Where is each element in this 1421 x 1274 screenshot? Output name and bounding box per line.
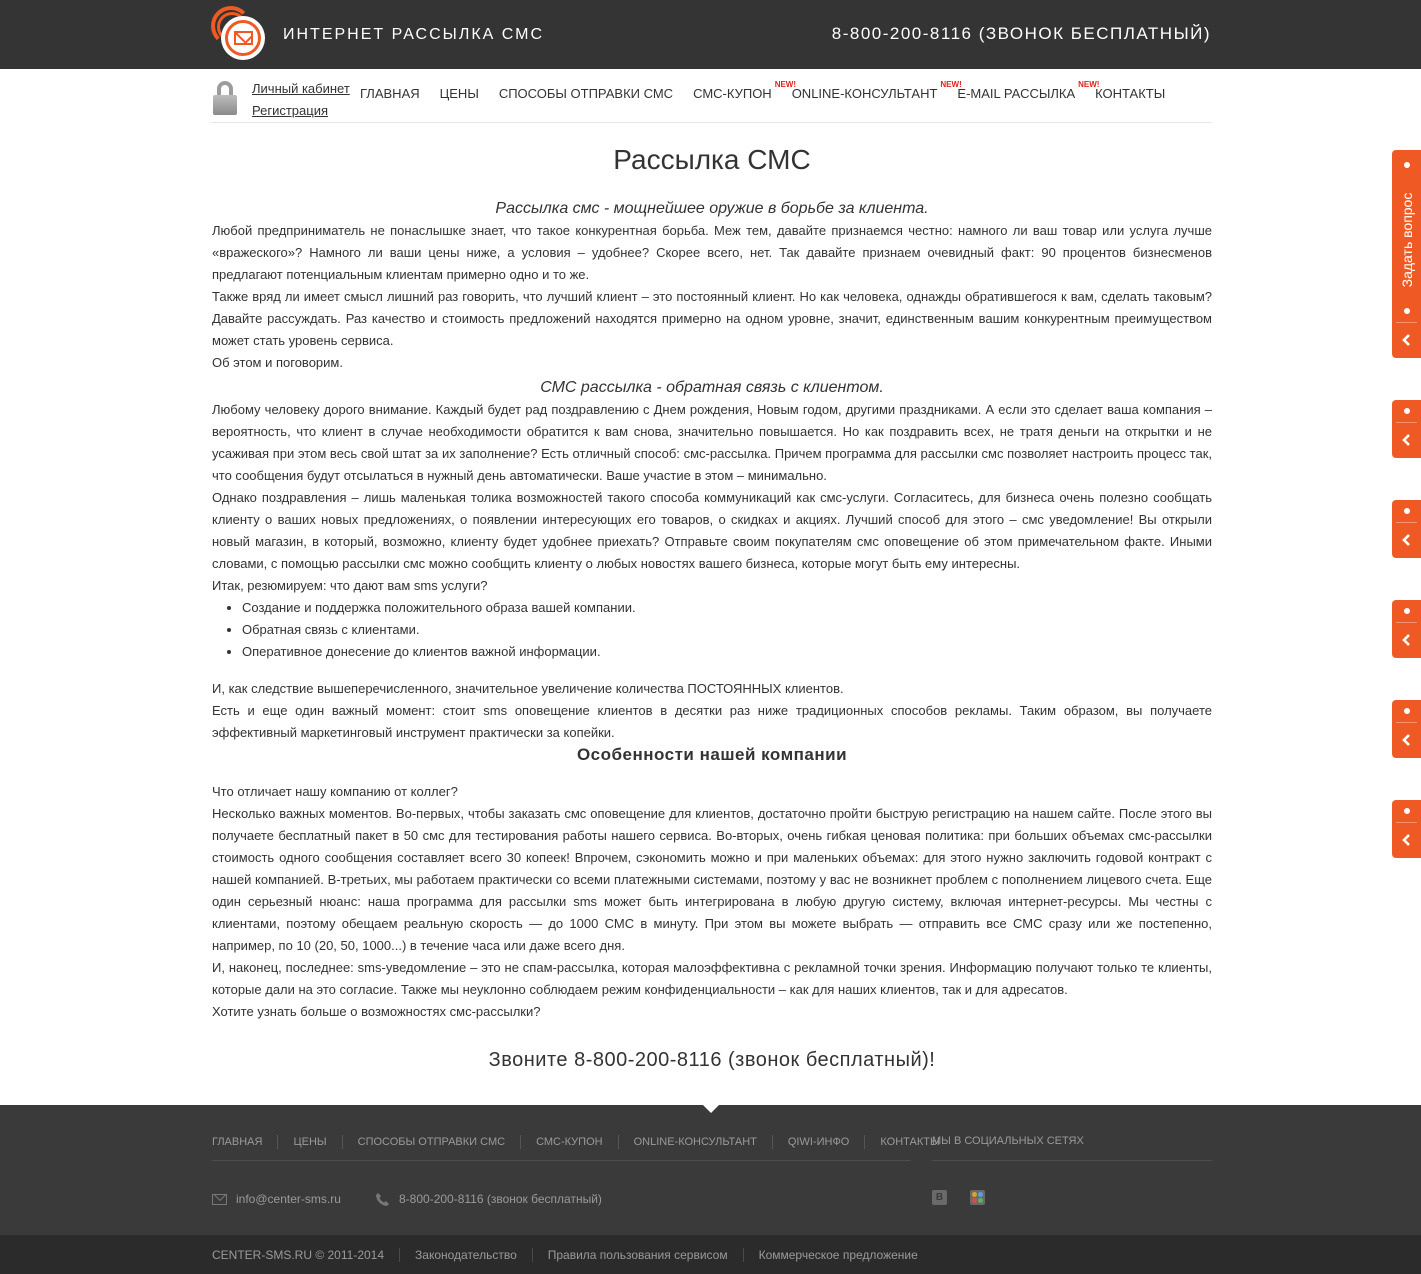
chevron-left-icon bbox=[1400, 633, 1414, 647]
account-links bbox=[252, 78, 350, 122]
paragraph: Любому человеку дорого внимание. Каждый будет рад поздравлению с Днем рождения, Новым годом, другими праздниками. А если это сделает ваша компания – вероятность, что клиент в случае необходимости обратится к вам снова, значительно повышается. Но как поздравить всех, не тратя деньги на открытки и не усаживая при этом весь свой штат за их заполнение? Есть отличный способ: смс-рассылка. Причем программа для рассылки смс позволяет настроить процесс так, что сообщения будут отсылаться в нужный день автоматически. Ваше участие в этом – минимально. bbox=[212, 402, 1212, 483]
paragraph: И, наконец, последнее: sms-уведомление – это не спам-рассылка, которая малоэффективна с рекламной точки зрения. Информацию получают только те клиенты, которые дали на это согласие. Также мы неуклонно соблюдаем режим конфиденциальности – как для наших клиентов, так и для адресатов. bbox=[212, 960, 1212, 997]
side-tab[interactable] bbox=[1392, 600, 1421, 658]
dot-icon bbox=[1404, 708, 1410, 714]
side-tab[interactable] bbox=[1392, 500, 1421, 558]
footer bbox=[0, 1105, 1421, 1235]
logo[interactable] bbox=[211, 6, 265, 60]
footer-phone: 8-800-200-8116 (звонок бесплатный) bbox=[399, 1192, 602, 1206]
nav-item-prices[interactable]: ЦЕНЫ bbox=[439, 86, 479, 101]
chevron-left-icon bbox=[1400, 333, 1414, 347]
new-badge: NEW! bbox=[1078, 80, 1100, 89]
nav-item-home[interactable]: ГЛАВНАЯ bbox=[360, 86, 420, 101]
top-header bbox=[0, 0, 1421, 69]
legislation-link[interactable]: Законодательство bbox=[399, 1248, 532, 1262]
footer-notch bbox=[703, 1105, 719, 1113]
footer-nav-send-methods[interactable]: СПОСОБЫ ОТПРАВКИ СМС bbox=[342, 1135, 520, 1149]
bottom-bar bbox=[0, 1235, 1421, 1274]
footer-nav bbox=[212, 1135, 955, 1149]
site-title[interactable]: ИНТЕРНЕТ РАССЫЛКА СМС bbox=[283, 26, 545, 43]
footer-nav-qiwi-info[interactable]: QIWI-ИНФО bbox=[772, 1135, 864, 1149]
nav-item-sms-coupon[interactable]: СМС-КУПОН NEW! bbox=[693, 80, 797, 101]
list-item: • Обратная связь с клиентами. bbox=[242, 619, 1212, 641]
chevron-left-icon bbox=[1400, 533, 1414, 547]
paragraph: Однако поздравления – лишь маленькая толика возможностей такого способа коммуникаций как смс-услуги. Согласитесь, для бизнеса очень полезно сообщать клиенту о ваших новых предложениях, о появлении интересующих его товаров, о скидках и акциях. Лучший способ для этого – смс уведомление! Вы открыли новый магазин, в который, возможно, клиенту будет удобнее приехать? Отправьте своим покупателям смс оповещение об этом примечательном факте. Иными словами, с помощью рассылки смс можно сообщить клиенту о любых новостях вашего бизнеса, которые могут быть ему интересны. bbox=[212, 490, 1212, 571]
footer-nav-sms-coupon[interactable]: СМС-КУПОН bbox=[520, 1135, 618, 1149]
dot-icon bbox=[1404, 408, 1410, 414]
chevron-left-icon bbox=[1400, 433, 1414, 447]
chevron-left-icon bbox=[1400, 733, 1414, 747]
dot-icon bbox=[1404, 608, 1410, 614]
divider bbox=[212, 1160, 911, 1161]
nav-item-send-methods[interactable]: СПОСОБЫ ОТПРАВКИ СМС bbox=[498, 86, 674, 101]
side-tab[interactable] bbox=[1392, 400, 1421, 458]
terms-link[interactable]: Правила пользования сервисом bbox=[532, 1248, 743, 1262]
footer-nav-online-consultant[interactable]: ONLINE-КОНСУЛЬТАНТ bbox=[618, 1135, 772, 1149]
social-title: МЫ В СОЦИАЛЬНЫХ СЕТЯХ bbox=[932, 1135, 1084, 1147]
paragraph: Несколько важных моментов. Во-первых, чтобы заказать смс оповещение для клиентов, достаточно пройти быструю регистрацию на нашем сайте. После этого вы получаете бесплатный пакет в 50 смс для тестирования работы нашего сервиса. Во-вторых, очень гибкая ценовая политика: при больших объемах смс-рассылки стоимость одного сообщения составляет всего 30 копеек! Впрочем, сэкономить можно и при маленьких объемах: для этого нужно заключить годовой контракт с нашей компанией. В-третьих, мы работаем практически со всеми платежными системами, поэтому у вас не возникнет проблем с пополнением лицевого счета. Еще один серьезный нюанс: наша программа для рассылки sms может быть интегрирована в любую другую систему, включая интернет-ресурсы. Мы честны с клиентами, поэтому обещаем реальную скорость — до 1000 СМС в минуту. При этом вы можете выбрать — отправить все СМС сразу или же постепенно, например, по 10 (20, 50, 1000...) в течение часа или даже всего дня. bbox=[212, 806, 1212, 953]
page-title: Рассылка СМС bbox=[613, 144, 811, 175]
nav-row bbox=[211, 69, 1212, 123]
header-phone: 8-800-200-8116 (ЗВОНОК БЕСПЛАТНЫЙ) bbox=[831, 24, 1211, 43]
dot-icon bbox=[1404, 508, 1410, 514]
ask-question-tab[interactable] bbox=[1392, 150, 1421, 358]
paragraph: Итак, резюмируем: что дают вам sms услуги? bbox=[212, 578, 488, 593]
paragraph: Также вряд ли имеет смысл лишний раз говорить, что лучший клиент – это постоянный клиент. Но как человека, однажды обратившегося к вам, сделать таковым? Давайте рассуждать. Раз качество и стоимость предложений находятся примерно на одном уровне, значит, единственным вашим конкурентным преимуществом может стать уровень сервиса. bbox=[212, 289, 1212, 348]
mail-icon bbox=[212, 1194, 227, 1205]
side-tab[interactable] bbox=[1392, 700, 1421, 758]
paragraph: И, как следствие вышеперечисленного, значительное увеличение количества ПОСТОЯННЫХ клиентов. bbox=[212, 681, 844, 696]
dot-icon bbox=[1404, 808, 1410, 814]
dot-icon bbox=[1404, 308, 1410, 314]
new-badge: NEW! bbox=[774, 80, 797, 89]
main-content bbox=[212, 141, 1212, 1073]
footer-nav-home[interactable]: ГЛАВНАЯ bbox=[212, 1136, 263, 1148]
personal-cabinet-link[interactable]: Личный кабинет bbox=[252, 81, 350, 96]
subheading: СМС рассылка - обратная связь с клиентом. bbox=[540, 379, 884, 396]
commercial-offer-link[interactable]: Коммерческое предложение bbox=[743, 1248, 933, 1262]
paragraph: Хотите узнать больше о возможностях смс-рассылки? bbox=[212, 1004, 541, 1019]
footer-nav-contacts[interactable]: КОНТАКТЫ bbox=[864, 1135, 954, 1149]
paragraph: Об этом и поговорим. bbox=[212, 355, 343, 370]
phone-icon bbox=[375, 1192, 390, 1207]
paragraph: Есть и еще один важный момент: стоит sms оповещение клиентов в десятки раз ниже традиционных способов рекламы. Таким образом, вы получаете эффективный маркетинговый инструмент практически за копейки. bbox=[212, 703, 1212, 740]
side-tab[interactable] bbox=[1392, 800, 1421, 858]
subheading: Рассылка смс - мощнейшее оружие в борьбе за клиента. bbox=[495, 200, 929, 217]
lock-icon bbox=[211, 81, 239, 115]
benefits-list bbox=[212, 597, 1212, 663]
footer-nav-prices[interactable]: ЦЕНЫ bbox=[277, 1135, 341, 1149]
divider bbox=[932, 1160, 1212, 1161]
envelope-icon bbox=[234, 31, 253, 45]
nav-item-email-mailing[interactable]: E-MAIL РАССЫЛКА NEW! bbox=[957, 80, 1100, 101]
register-link[interactable]: Регистрация bbox=[252, 103, 328, 118]
copyright: CENTER-SMS.RU © 2011-2014 bbox=[212, 1248, 385, 1262]
list-item: • Оперативное донесение до клиентов важной информации. bbox=[242, 641, 1212, 663]
ask-question-label: Задать вопрос bbox=[1398, 192, 1415, 288]
main-nav bbox=[360, 80, 1166, 101]
bottom-nav bbox=[212, 1248, 933, 1262]
list-item: • Создание и поддержка положительного образа вашей компании. bbox=[242, 597, 1212, 619]
picasa-icon[interactable] bbox=[970, 1190, 985, 1205]
call-to-action: Звоните 8-800-200-8116 (звонок бесплатный)! bbox=[488, 1049, 936, 1071]
dot-icon bbox=[1404, 162, 1410, 168]
vk-icon[interactable]: В bbox=[932, 1190, 947, 1205]
footer-email[interactable]: info@center-sms.ru bbox=[236, 1192, 341, 1206]
paragraph: Любой предприниматель не понаслышке знает, что такое конкурентная борьба. Меж тем, давайте признаемся честно: намного ли ваш товар или услуга лучше «вражеского»? Намного ли ваши цены ниже, а условия – удобнее? Скорее всего, нет. Так давайте признаем очевидный факт: 90 процентов бизнесменов предлагают потенциальным клиентам примерно одно и то же. bbox=[212, 223, 1212, 282]
section-title: Особенности нашей компании bbox=[576, 745, 848, 764]
new-badge: NEW! bbox=[940, 80, 962, 89]
chevron-left-icon bbox=[1400, 833, 1414, 847]
nav-item-online-consultant[interactable]: ONLINE-КОНСУЛЬТАНТ NEW! bbox=[791, 80, 962, 101]
nav-item-contacts[interactable]: КОНТАКТЫ bbox=[1095, 86, 1166, 101]
paragraph: Что отличает нашу компанию от коллег? bbox=[212, 784, 458, 799]
